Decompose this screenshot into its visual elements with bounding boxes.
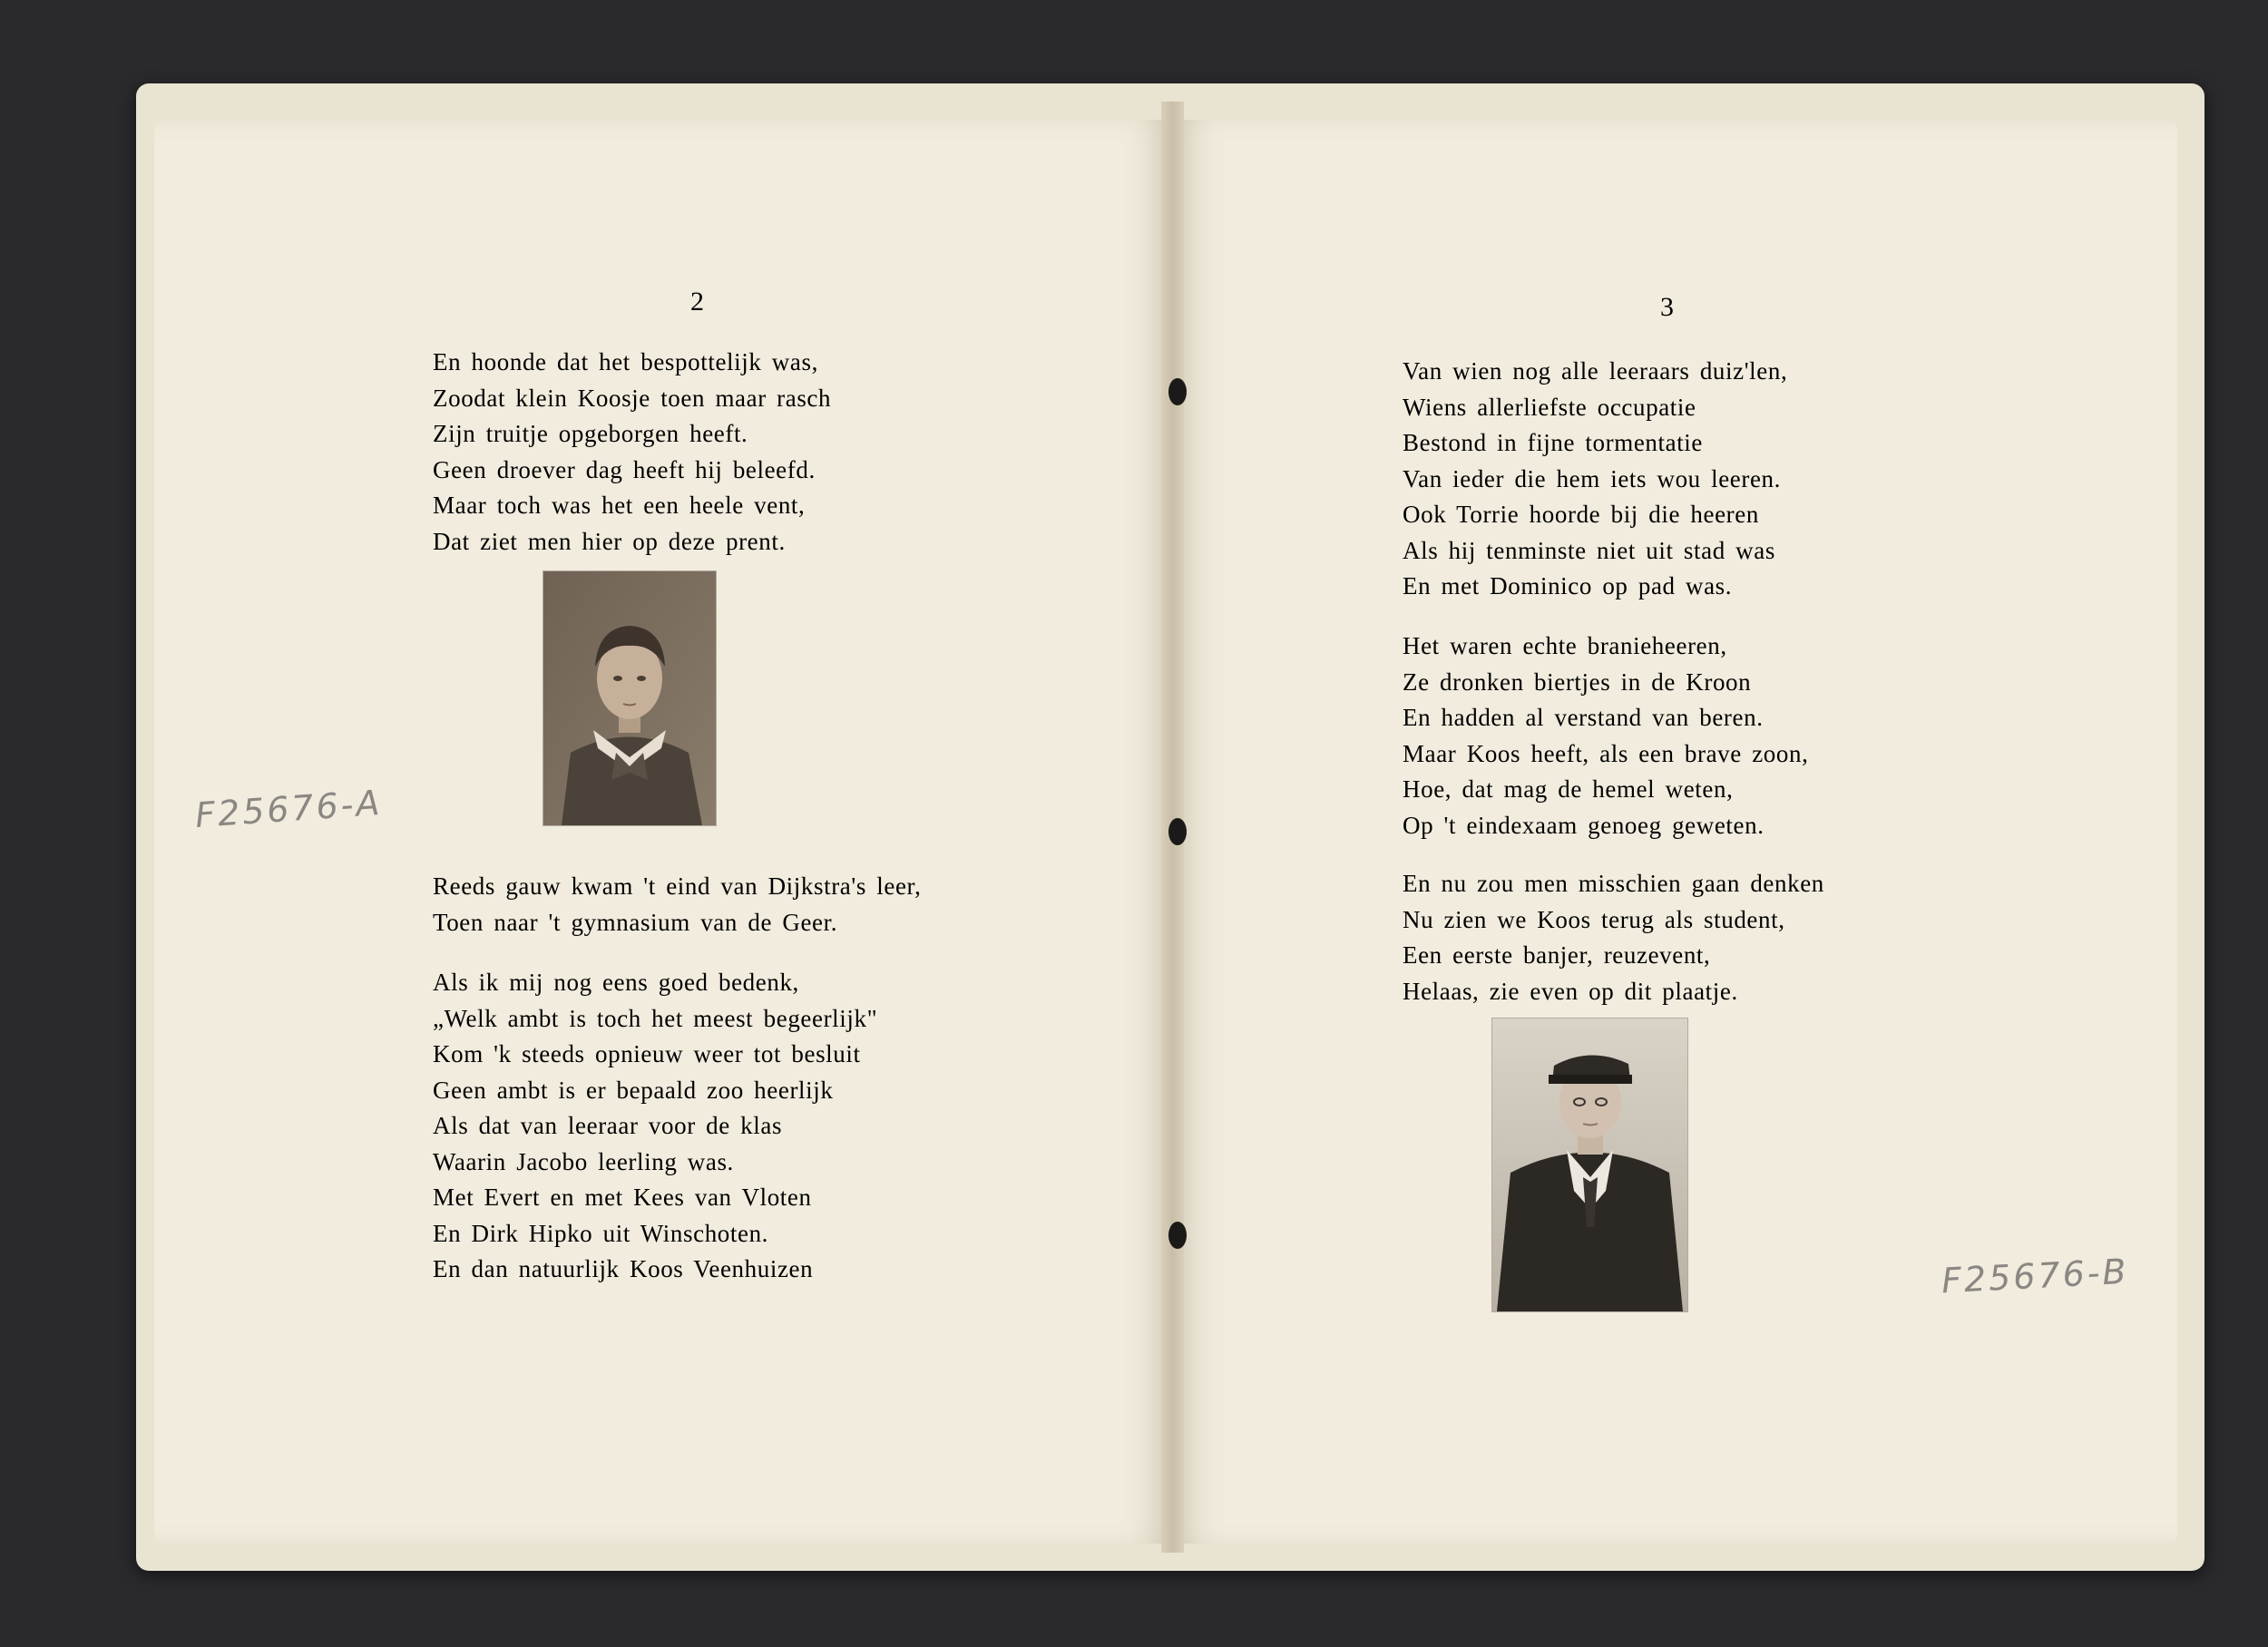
staple-hole-top [1168, 378, 1187, 405]
left-stanza-2 [433, 869, 921, 940]
verse-line: Van ieder die hem iets wou leeren. [1403, 464, 1782, 492]
verse-line: Zijn truitje opgeborgen heeft. [433, 420, 748, 447]
verse-line: En nu zou men misschien gaan denken [1403, 870, 1824, 897]
page-number-left: 2 [690, 287, 705, 317]
verse-line: En met Dominico op pad was. [1403, 572, 1733, 599]
verse-line: Maar Koos heeft, als een brave zoon, [1403, 739, 1809, 767]
verse-line: Als hij tenminste niet uit stad was [1403, 536, 1775, 564]
verse-line: Maar toch was het een heele vent, [433, 492, 806, 519]
verse-line: Het waren echte branieheeren, [1403, 632, 1727, 659]
book-spread [136, 83, 2204, 1571]
portrait-photo-student [1492, 1018, 1687, 1311]
verse-line: Als dat van leeraar voor de klas [433, 1112, 783, 1139]
staple-hole-bottom [1168, 1222, 1187, 1249]
archive-mark-right: F25676-B [1940, 1251, 2130, 1301]
verse-line: Toen naar 't gymnasium van de Geer. [433, 908, 838, 936]
verse-line: En dan natuurlijk Koos Veenhuizen [433, 1255, 814, 1282]
archive-mark-left: F25676-A [193, 782, 384, 836]
verse-line: Op 't eindexaam genoeg geweten. [1403, 811, 1765, 839]
verse-line: Zoodat klein Koosje toen maar rasch [433, 384, 832, 412]
verse-line: Bestond in fijne tormentatie [1403, 429, 1703, 456]
right-stanza-2 [1403, 629, 1808, 843]
left-stanza-3 [433, 965, 877, 1288]
verse-line: Nu zien we Koos terug als student, [1403, 905, 1785, 933]
right-stanza-3 [1403, 866, 1824, 1009]
verse-line: Ook Torrie hoorde bij die heeren [1403, 501, 1759, 528]
verse-line: Helaas, zie even op dit plaatje. [1403, 977, 1738, 1005]
verse-line: Als ik mij nog eens goed bedenk, [433, 969, 799, 996]
verse-line: Wiens allerliefste occupatie [1403, 393, 1696, 421]
page-number-right: 3 [1660, 292, 1675, 322]
verse-line: Geen ambt is er bepaald zoo heerlijk [433, 1076, 834, 1104]
verse-line: Dat ziet men hier op deze prent. [433, 527, 786, 555]
verse-line: Hoe, dat mag de hemel weten, [1403, 775, 1734, 803]
verse-line: Ze dronken biertjes in de Kroon [1403, 668, 1752, 696]
staple-hole-middle [1168, 818, 1187, 845]
verse-line: En hoonde dat het bespottelijk was, [433, 348, 818, 375]
verse-line: Van wien nog alle leeraars duiz'len, [1403, 357, 1788, 385]
left-page [154, 120, 1170, 1544]
verse-line: Geen droever dag heeft hij beleefd. [433, 455, 816, 483]
verse-line: En Dirk Hipko uit Winschoten. [433, 1219, 769, 1247]
verse-line: Een eerste banjer, reuzevent, [1403, 941, 1711, 969]
left-stanza-1 [433, 345, 831, 560]
verse-line: „Welk ambt is toch het meest begeerlijk" [433, 1004, 878, 1032]
verse-line: Met Evert en met Kees van Vloten [433, 1184, 812, 1211]
verse-line: Waarin Jacobo leerling was. [433, 1147, 734, 1175]
portrait-photo-boy [543, 571, 716, 825]
verse-line: Reeds gauw kwam 't eind van Dijkstra's leer, [433, 872, 922, 900]
right-stanza-1 [1403, 354, 1787, 605]
verse-line: En hadden al verstand van beren. [1403, 704, 1764, 731]
verse-line: Kom 'k steeds opnieuw weer tot besluit [433, 1040, 861, 1067]
